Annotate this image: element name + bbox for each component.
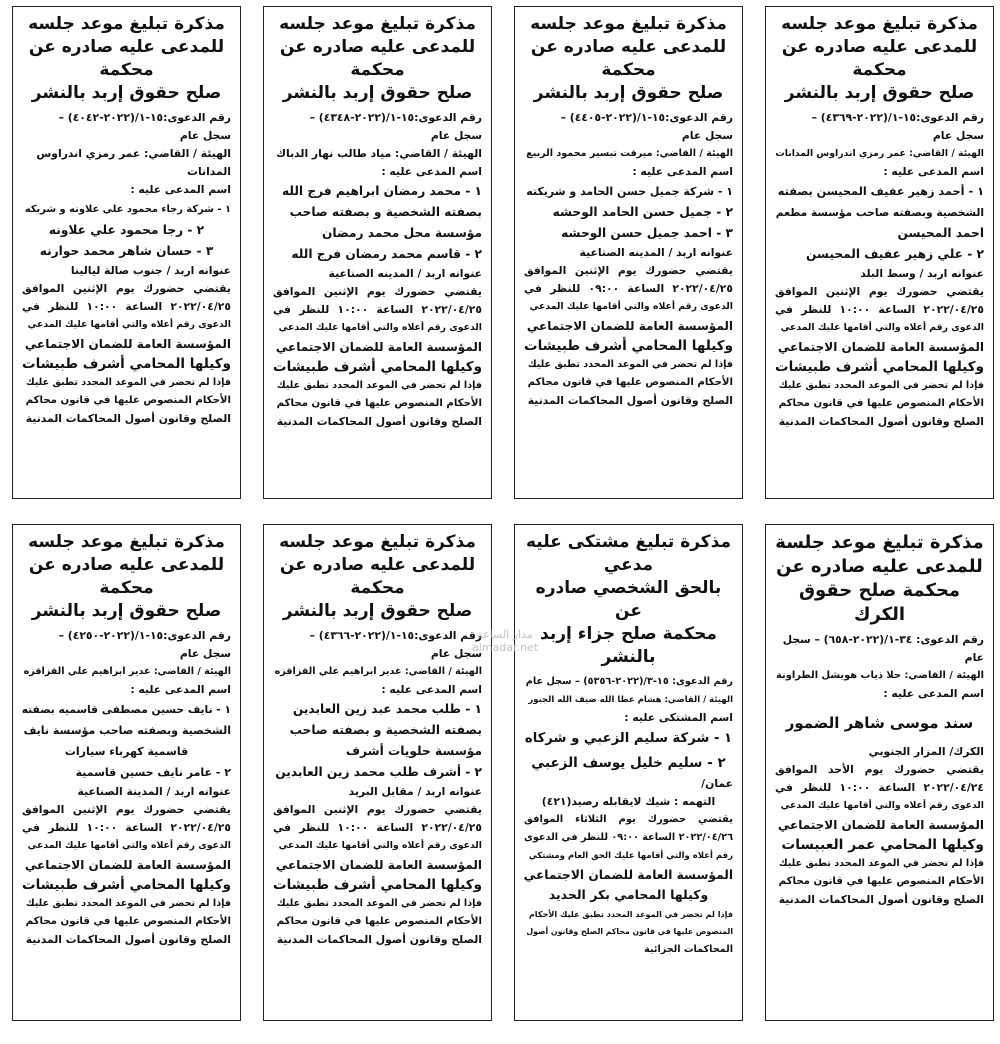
case-number: رقم الدعوى:١٥-١/(٢٠٢٢-٤٣٤٨) – — [309, 111, 482, 124]
registry: سجل عام — [932, 129, 984, 142]
plaintiff-line: المؤسسة العامة للضمان الاجتماعي — [24, 858, 231, 872]
summons-line: الدعوى رقم أعلاه والتي أقامها عليك المدعي — [27, 319, 231, 330]
title-line: مذكرة تبليغ موعد جلسه — [28, 14, 225, 34]
title-line: للمدعى عليه صادره عن محكمة — [279, 37, 476, 80]
defendant-line: الشخصية وبصفته صاحب مؤسسة مطعم — [775, 206, 984, 219]
address: عنوانه اربد / المدينه الصناعية — [579, 246, 733, 259]
defendant-line: ١ - شركة سليم الزعبي و شركاه — [524, 731, 733, 746]
title-line: صلح حقوق إربد بالنشر — [282, 83, 473, 103]
summons-line: الدعوى رقم أعلاه والتي أقامها عليك المدعي — [780, 800, 984, 811]
address: عنوانه اربد / جنوب صالة ليالينا — [70, 264, 231, 277]
title-line: مذكرة تبليغ موعد جلسة — [775, 532, 984, 553]
defendant-line: ١ - محمد رمضان ابراهيم فرج الله — [281, 184, 482, 198]
notice-4 — [12, 6, 241, 499]
summons-line: ٢٠٢٢/٠٤/٢٥ الساعة ١٠:٠٠ للنظر في — [273, 303, 482, 316]
notice-title — [273, 13, 482, 105]
title-line: بالحق الشخصي صادره عن — [535, 578, 722, 621]
judge: الهيئة / القاضي: هشام عطا الله ضيف الله الجبور — [528, 695, 733, 705]
summons-line: يقتضي حضورك يوم الإثنين الموافق — [22, 803, 231, 816]
title-line: مذكرة تبليغ موعد جلسه — [530, 14, 727, 34]
warning-line: الأحكام المنصوص عليها في قانون محاكم — [276, 398, 482, 409]
case-number: رقم الدعوى:١٥-١/(٢٠٢٢-٤٣٦٦) – — [309, 629, 482, 642]
judge-continued: المدانات — [187, 165, 231, 178]
case-number: رقم الدعوى:١٥-١/(٢٠٢٢-٤٣٦٩) – — [811, 111, 984, 124]
warning-line: الأحكام المنصوص عليها في قانون محاكم — [778, 398, 984, 409]
notice-7 — [263, 524, 492, 1021]
notice-5 — [765, 524, 994, 1021]
plaintiff-line: المؤسسة العامة للضمان الاجتماعي — [777, 340, 984, 354]
registry: سجل عام — [430, 647, 482, 660]
judge: الهيئة / القاضي: ميرفت تيسير محمود الربيع — [526, 148, 733, 159]
warning-line: فإذا لم تحضر في الموعد المحدد تطبق عليك — [25, 377, 231, 388]
judge: الهيئة / القاضي: عمر رمزي اندراوس — [36, 147, 231, 160]
summons-line: رقم أعلاه والتي أقامها عليك الحق العام ومشتكي — [528, 851, 733, 861]
warning-line: الصلح وقانون أصول المحاكمات المدنية — [527, 394, 733, 407]
defendant-line: الشخصية وبصفته صاحب مؤسسة نايف — [23, 724, 231, 737]
summons-line: يقتضي حضورك يوم الأحد الموافق — [775, 763, 984, 776]
warning-line: المنصوص عليها في قانون محاكم الصلح وقانون أصول — [526, 927, 733, 936]
defendant-line: ٢ - سليم خليل يوسف الزعبي — [531, 755, 726, 771]
watermark-line: almadar.net — [471, 641, 539, 654]
watermark — [430, 628, 580, 654]
summons-line: الدعوى رقم أعلاه والتي أقامها عليك المدعي — [780, 322, 984, 333]
summons-line: الدعوى رقم أعلاه والتي أقامها عليك المدعي — [529, 301, 733, 312]
defendants-heading: اسم المدعى عليه : — [130, 683, 231, 696]
defendants-heading: اسم المدعى عليه : — [381, 683, 482, 696]
case-number: رقم الدعوى:١٥-١/(٢٠٢٢-٤٠٤٢) – — [58, 111, 231, 124]
summons-line: ٢٠٢٢/٠٤/٢٥ الساعة ١٠:٠٠ للنظر في — [775, 303, 984, 316]
title-line: محكمة صلح جزاء إربد بالنشر — [540, 624, 717, 667]
registry: سجل عام — [430, 129, 482, 142]
summons-line: الدعوى رقم أعلاه والتي أقامها عليك المدعي — [278, 840, 482, 851]
summons-line: ٢٠٢٢/٠٤/٢٥ الساعة ٠٩:٠٠ للنظر في — [524, 282, 733, 295]
notice-6 — [514, 524, 743, 1021]
defendant-line: ٣ - حسان شاهر محمد حوارنه — [39, 244, 214, 258]
summons-line: ٢٠٢٢/٠٤/٢٥ الساعة ١٠:٠٠ للنظر في — [22, 300, 231, 313]
defendant-line: ١ - نايف حسين مصطفى قاسميه بصفته — [21, 703, 231, 716]
plaintiff-line: وكيلها المحامي أشرف طبيشات — [524, 338, 733, 354]
warning-line: الأحكام المنصوص عليها في قانون محاكم — [25, 395, 231, 406]
defendant-line: ٢ - عامر نايف حسين قاسمية — [75, 766, 231, 779]
warning-line: فإذا لم تحضر في الموعد المحدد تطبق عليك — [778, 858, 984, 869]
title-line: للمدعى عليه صادره عن محكمة — [279, 555, 476, 598]
defendants-heading: اسم المدعى عليه : — [883, 687, 984, 700]
warning-line: الصلح وقانون أصول المحاكمات المدنية — [25, 412, 231, 425]
title-line: محكمة صلح حقوق الكرك — [798, 580, 961, 625]
plaintiff-line: المؤسسة العامة للضمان الاجتماعي — [24, 337, 231, 351]
summons-line: الدعوى رقم أعلاه والتي أقامها عليك المدعي — [278, 322, 482, 333]
address: عنوانه اربد / المدينه الصناعية — [328, 267, 482, 280]
warning-line: المحاكمات الجزائية — [644, 944, 733, 955]
warning-line: الصلح وقانون أصول المحاكمات المدنية — [778, 415, 984, 428]
case-number: رقم الدعوى:١٥-١/(٢٠٢٢-٤٢٥٠) – — [58, 629, 231, 642]
registry: سجل عام — [179, 647, 231, 660]
defendant-line: ٢ - علي زهير عفيف المحيسن — [805, 247, 984, 261]
defendant-line: بصفته الشخصية و بصفته صاحب — [289, 205, 482, 219]
warning-line: فإذا لم تحضر في الموعد المحدد تطبق عليك — [25, 898, 231, 909]
plaintiff-line: وكيلها المحامي عمر العبيسات — [781, 837, 984, 853]
summons-line: يقتضي حضورك يوم الإثنين الموافق — [22, 282, 231, 295]
summons-line: يقتضي حضورك يوم الثلاثاء الموافق — [524, 814, 733, 825]
judge: الهيئة / القاضي: غدير ابراهيم علي القزاقزه — [23, 666, 231, 677]
summons-line: يقتضي حضورك يوم الإثنين الموافق — [273, 803, 482, 816]
title-line: للمدعى عليه صادره عن محكمة — [28, 555, 225, 598]
plaintiff-line: المؤسسة العامة للضمان الاجتماعي — [275, 858, 482, 872]
summons-line: ٢٠٢٢/٠٤/٢٥ الساعة ١٠:٠٠ للنظر في — [273, 821, 482, 834]
defendant-line: ١ - أحمد زهير عفيف المحيسن بصفته — [777, 185, 984, 198]
address: الكرك/ المزار الجنوبي — [868, 745, 984, 758]
plaintiff-line: وكيلها المحامي بكر الحديد — [548, 887, 709, 902]
title-line: مذكرة تبليغ موعد جلسه — [279, 14, 476, 34]
defendants-heading: اسم المدعى عليه : — [381, 165, 482, 178]
warning-line: فإذا لم تحضر في الموعد المحدد تطبق عليك — [778, 380, 984, 391]
plaintiff-line: وكيلها المحامي أشرف طبيشات — [273, 359, 482, 375]
summons-line: ٢٠٢٢/٠٤/٢٤ الساعة ١٠:٠٠ للنظر في — [775, 781, 984, 794]
judge: الهيئة / القاضي: حلا ذياب هويشل الطراونة — [776, 670, 984, 681]
title-line: صلح حقوق إربد بالنشر — [31, 601, 222, 621]
warning-line: الأحكام المنصوص عليها في قانون محاكم — [527, 377, 733, 388]
title-line: للمدعى عليه صادره عن محكمة — [781, 37, 978, 80]
defendants-heading: اسم المشتكى عليه : — [624, 711, 733, 724]
defendant-line: ٣ - احمد جميل حسن الوحشه — [561, 226, 733, 240]
title-line: صلح حقوق إربد بالنشر — [784, 83, 975, 103]
defendant-line: قاسمية كهرباء سيارات — [64, 745, 189, 758]
warning-line: فإذا لم تحضر في الموعد المحدد تطبق عليك — [527, 359, 733, 370]
address: عنوانه اربد / مقابل البريد — [348, 785, 482, 798]
defendant-line: سند موسى شاهر الضمور — [785, 714, 974, 732]
case-number: رقم الدعوى: ٣٤-١/(٢٠٢٢-٦٥٨) – سجل — [782, 633, 984, 646]
defendant-line: ٢ - جميل حسن الحامد الوحشه — [552, 205, 733, 219]
defendant-line: بصفته الشخصية و بصفته صاحب — [289, 723, 482, 737]
title-line: مذكرة تبليغ موعد جلسه — [28, 532, 225, 552]
defendant-line: ١ - شركة رجاء محمود علي علاونه و شريكه — [24, 204, 231, 215]
notice-8 — [12, 524, 241, 1021]
watermark-line: مدار الساعة — [477, 628, 533, 641]
plaintiff-line: المؤسسة العامة للضمان الاجتماعي — [526, 319, 733, 333]
summons-line: يقتضي حضورك يوم الإثنين الموافق — [775, 285, 984, 298]
case-number: رقم الدعوى:١٥-١/(٢٠٢٢-٤٤٠٥) – — [560, 111, 733, 124]
defendant-line: ٢ - رجا محمود علي علاونه — [48, 223, 205, 237]
notice-2 — [514, 6, 743, 499]
warning-line: الأحكام المنصوص عليها في قانون محاكم — [778, 876, 984, 887]
warning-line: الأحكام المنصوص عليها في قانون محاكم — [25, 916, 231, 927]
title-line: صلح حقوق إربد بالنشر — [31, 83, 222, 103]
defendant-line: مؤسسة محل محمد رمضان — [322, 226, 482, 240]
warning-line: فإذا لم تحضر في الموعد المحدد تطبق عليك — [276, 898, 482, 909]
judge: الهيئة / القاضي: عمر رمزي اندراوس المدانات — [775, 148, 984, 159]
notice-title — [273, 531, 482, 623]
warning-line: فإذا لم تحضر في الموعد المحدد تطبق عليك — [276, 380, 482, 391]
warning-line: الصلح وقانون أصول المحاكمات المدنية — [276, 933, 482, 946]
notice-title — [775, 531, 984, 627]
title-line: مذكرة تبليغ مشتكى عليه مدعي — [525, 532, 732, 575]
registry: عام — [964, 651, 984, 664]
defendant-line: ٢ - أشرف طلب محمد زين العابدين — [275, 765, 482, 779]
summons-line: ٢٠٢٢/٠٤/٢٦ الساعة ٠٩:٠٠ للنظر في الدعوى — [523, 832, 733, 843]
notice-1 — [765, 6, 994, 499]
summons-line: الدعوى رقم أعلاه والتي أقامها عليك المدعي — [27, 840, 231, 851]
title-line: للمدعى عليه صادره عن محكمة — [28, 37, 225, 80]
defendant-line: ١ - طلب محمد عبد زين العابدين — [292, 702, 482, 716]
warning-line: الصلح وقانون أصول المحاكمات المدنية — [778, 893, 984, 906]
address: عنوانه اربد / المدينة الصناعية — [77, 785, 231, 798]
address: عنوانه اربد / وسط البلد — [860, 267, 984, 280]
charge: التهمه : شيك لايقابله رصيد(٤٢١) — [541, 795, 716, 808]
defendant-line: احمد المحيسن — [897, 226, 984, 240]
title-line: للمدعى عليه صادره عن — [776, 556, 983, 577]
warning-line: الأحكام المنصوص عليها في قانون محاكم — [276, 916, 482, 927]
case-number: رقم الدعوى: ١٥-٣/(٢٠٢٢-٥٣٥٦) – سجل عام — [525, 676, 733, 687]
title-line: صلح حقوق إربد بالنشر — [533, 83, 724, 103]
notice-title — [22, 531, 231, 623]
judge: الهيئة / القاضي: مياد طالب نهار الدباك — [276, 147, 482, 160]
title-line: مذكرة تبليغ موعد جلسه — [279, 532, 476, 552]
summons-line: يقتضي حضورك يوم الإثنين الموافق — [524, 264, 733, 277]
warning-line: فإذا لم تحضر في الموعد المحدد تطبق عليك الأحكام — [528, 909, 733, 919]
plaintiff-line: وكيلها المحامي أشرف طبيشات — [775, 359, 984, 375]
summons-line: ٢٠٢٢/٠٤/٢٥ الساعة ١٠:٠٠ للنظر في — [22, 821, 231, 834]
defendants-heading: اسم المدعى عليه : — [130, 183, 231, 196]
warning-line: الصلح وقانون أصول المحاكمات المدنية — [276, 415, 482, 428]
notice-3 — [263, 6, 492, 499]
judge: الهيئة / القاضي: غدير ابراهيم علي القزاقزه — [274, 666, 482, 677]
defendant-line: ٢ - قاسم محمد رمضان فرج الله — [291, 247, 482, 261]
registry: سجل عام — [179, 129, 231, 142]
plaintiff-line: وكيلها المحامي أشرف طبيشات — [22, 877, 231, 893]
registry: سجل عام — [681, 129, 733, 142]
notice-title — [775, 13, 984, 105]
plaintiff-line: وكيلها المحامي أشرف طبيشات — [273, 877, 482, 893]
address: عمان/ — [701, 777, 733, 790]
notice-title — [524, 13, 733, 105]
summons-line: يقتضي حضورك يوم الإثنين الموافق — [273, 285, 482, 298]
title-line: للمدعى عليه صادره عن محكمة — [530, 37, 727, 80]
plaintiff-line: المؤسسة العامة للضمان الاجتماعي — [275, 340, 482, 354]
warning-line: الصلح وقانون أصول المحاكمات المدنية — [25, 933, 231, 946]
plaintiff-line: وكيلها المحامي أشرف طبيشات — [22, 356, 231, 372]
defendants-heading: اسم المدعى عليه : — [883, 165, 984, 178]
notice-title — [22, 13, 231, 105]
defendants-heading: اسم المدعى عليه : — [632, 165, 733, 178]
plaintiff-line: المؤسسة العامة للضمان الاجتماعي — [523, 868, 733, 882]
defendant-line: ١ - شركة جميل حسن الحامد و شريكته — [526, 185, 733, 198]
defendant-line: مؤسسة حلويات أشرف — [345, 744, 482, 758]
title-line: مذكرة تبليغ موعد جلسه — [781, 14, 978, 34]
title-line: صلح حقوق إربد بالنشر — [282, 601, 473, 621]
plaintiff-line: المؤسسة العامة للضمان الاجتماعي — [777, 818, 984, 832]
